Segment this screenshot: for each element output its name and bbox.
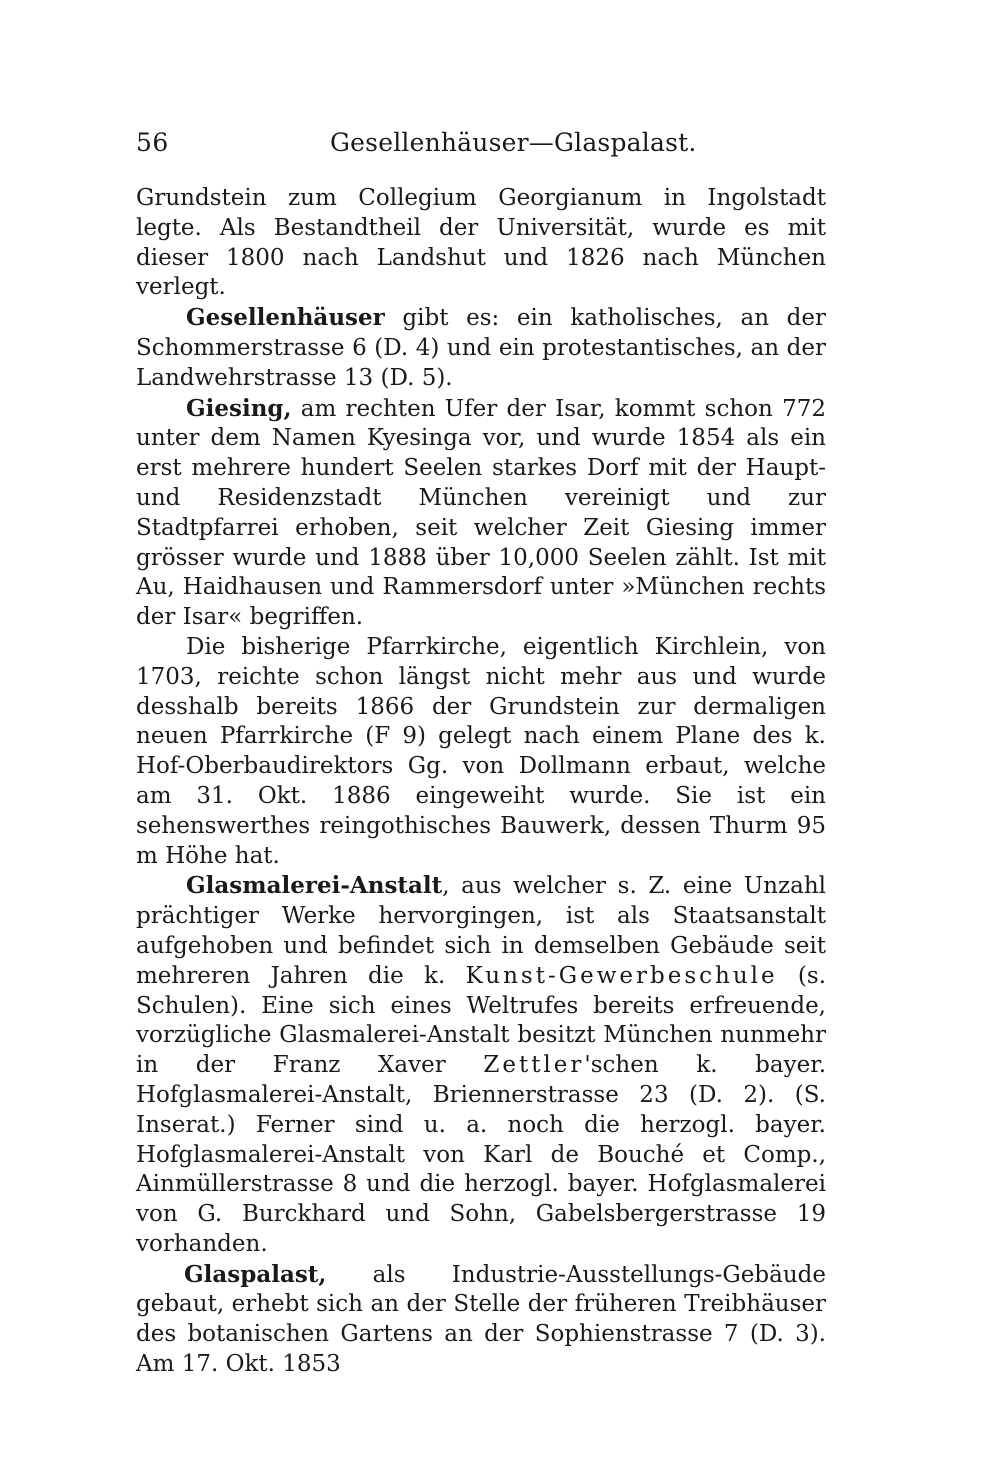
entry-term: Giesing,	[186, 394, 292, 422]
paragraph-text: 'schen k. bayer. Hofglasmalerei-Anstalt, Briennerstrasse 23 (D. 2). (S. Inserat.) Ferner sind u. a. noch die herzogl. bayer. Hofglasmalerei-Anstalt von Karl de Bouché et Comp., Ainmüllerstrasse 8 und die herzogl. bayer. Hofglasmalerei von G. Burckhard und Sohn, Gabelsbergerstrasse 19 vorhanden.	[136, 1052, 827, 1257]
paragraph-glaspalast	[136, 1260, 826, 1380]
paragraph-text: Die bisherige Pfarrkirche, eigentlich Kirchlein, von 1703, reichte schon längst nicht mehr aus und wurde desshalb bereits 1866 der Grundstein zur dermaligen neuen Pfarrkirche (F 9) gelegt nach einem Plane des k. Hof-Oberbaudirektors Gg. von Dollmann erbaut, welche am 31. Okt. 1886 eingeweiht wurde. Sie ist ein sehenswerthes reingothisches Bauwerk, dessen Thurm 95 m Höhe hat.	[136, 633, 826, 869]
entry-term: Glaspalast,	[184, 1260, 327, 1288]
paragraph-text: am rechten Ufer der Isar, kommt schon 772 unter dem Namen Kyesinga vor, und wurde 1854 als ein erst mehrere hundert Seelen starkes Dorf mit der Haupt- und Residenzstadt München vereinigt und zur Stadtpfarrei erhoben, seit welcher Zeit Giesing immer grösser wurde und 1888 über 10,000 Seelen zählt. Ist mit Au, Haidhausen und Rammersdorf unter »München rechts der Isar« begriffen.	[136, 395, 826, 631]
paragraph-text: Grundstein zum Collegium Georgianum in Ingolstadt legte. Als Bestandtheil der Universität, wurde es mit dieser 1800 nach Landshut und 1826 nach München verlegt.	[136, 185, 826, 301]
paragraph-gesellenhaeuser	[136, 303, 826, 393]
page-number: 56	[136, 128, 169, 157]
spaced-name: Kunst-Gewerbeschule	[465, 962, 778, 989]
running-head: Gesellenhäuser—Glaspalast.	[330, 128, 697, 157]
paragraph-text: , aus welcher s. Z. eine Unzahl prächtiger Werke hervorgingen, ist als Staatsanstalt aufgehoben und befindet sich in demselben Gebäude seit mehreren Jahren die k.	[136, 873, 826, 989]
paragraph-giesing	[136, 394, 826, 633]
spaced-name: Zettler	[483, 1052, 585, 1079]
paragraph-text: gibt es: ein katholisches, an der Schommerstrasse 6 (D. 4) und ein protestantisches, an der Landwehrstrasse 13 (D. 5).	[136, 305, 826, 391]
paragraph-glasmalerei	[136, 871, 826, 1259]
entry-term: Glasmalerei-Anstalt	[186, 872, 443, 900]
body-text	[136, 184, 826, 1380]
entry-term: Gesellenhäuser	[186, 304, 385, 332]
paragraph-text: als Industrie-Ausstellungs-Gebäude gebaut, erhebt sich an der Stelle der früheren Treibhäuser des botanischen Gartens an der Sophienstrasse 7 (D. 3). Am 17. Okt. 1853	[136, 1261, 826, 1378]
page-header	[136, 128, 826, 168]
paragraph-text: (s. Schulen). Eine sich eines Weltrufes bereits erfreuende, vorzügliche Glasmalerei-Anstalt besitzt München nunmehr in der Franz Xaver	[136, 962, 827, 1079]
paragraph-pfarrkirche	[136, 633, 826, 871]
paragraph-collegium-continuation	[136, 184, 826, 303]
